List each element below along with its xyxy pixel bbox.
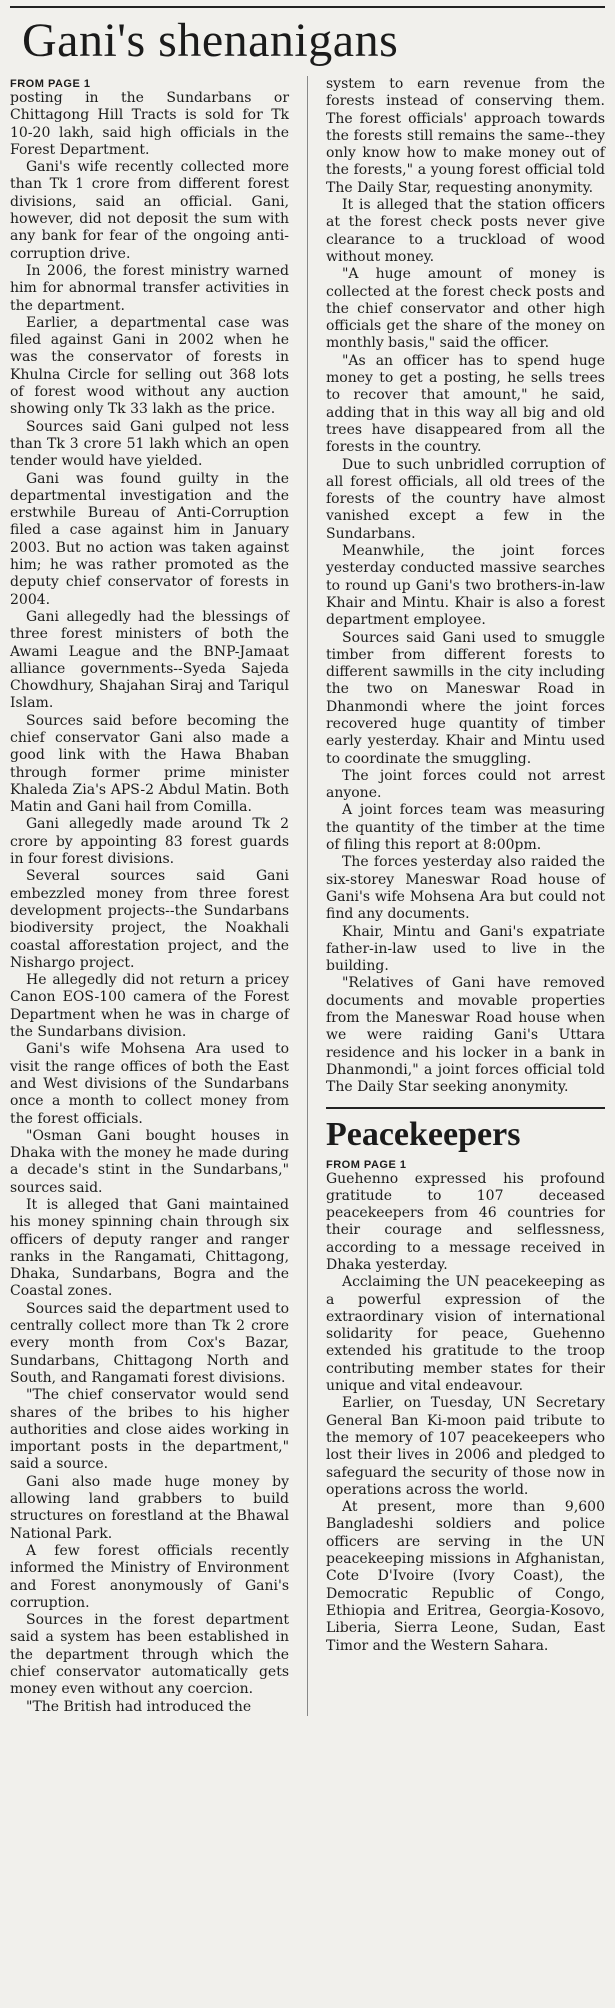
- column-divider: [307, 76, 308, 1716]
- top-rule: [10, 6, 605, 8]
- article-columns: [10, 76, 605, 1716]
- second-continued-from-label: FROM PAGE 1: [325, 1158, 407, 1171]
- second-article-headline: Peacekeepers: [326, 1107, 605, 1155]
- paragraph: Khair, Mintu and Gani's expatriate father-in-law used to live in the building.: [325, 923, 605, 975]
- paragraph: Several sources said Gani embezzled money from three forest development projects--the Sundarbans biodiversity project, the Noakhali coastal afforestation project, and the Nishargo project.: [10, 868, 290, 971]
- column-right: [326, 76, 605, 1716]
- paragraph: Earlier, on Tuesday, UN Secretary General Ban Ki-moon paid tribute to the memory of 107 peacekeepers who lost their lives in 2006 and pledged to safeguard the security of those now in operations across the world.: [325, 1395, 605, 1498]
- paragraph: Gani's wife recently collected more than Tk 1 crore from different forest divisions, said an official. Gani, however, did not deposit the sum with any bank for fear of the ongoing anti-corruption drive.: [10, 159, 290, 262]
- paragraph: The forces yesterday also raided the six-storey Maneswar Road house of Gani's wife Mohsena Ara but could not find any documents.: [325, 854, 605, 923]
- paragraph: It is alleged that Gani maintained his money spinning chain through six officers of deputy ranger and ranger ranks in the Rangamati, Chittagong, Dhaka, Sundarbans, Bogra and the Coastal zones.: [10, 1197, 290, 1300]
- paragraph: Guehenno expressed his profound gratitude to 107 deceased peacekeepers from 46 countries for their courage and selflessness, according to a message received in Dhaka yesterday.: [325, 1170, 605, 1273]
- paragraph: Gani allegedly had the blessings of three forest ministers of both the Awami League and the BNP-Jamaat alliance governments--Syeda Sajeda Chowdhury, Shajahan Siraj and Tariqul Islam.: [10, 608, 290, 712]
- paragraph: A few forest officials recently informed the Ministry of Environment and Forest anonymously of Gani's corruption.: [10, 1542, 290, 1611]
- paragraph: In 2006, the forest ministry warned him for abnormal transfer activities in the department.: [10, 262, 290, 314]
- article-headline: Gani's shenanigans: [22, 14, 399, 67]
- paragraph: Sources said Gani gulped not less than Tk 3 crore 51 lakh which an open tender would have yielded.: [10, 418, 290, 470]
- paragraph: Due to such unbridled corruption of all forest officials, all old trees of the forests of the country have almost vanished except a few in the Sundarbans.: [325, 456, 605, 542]
- paragraph: At present, more than 9,600 Bangladeshi soldiers and police officers are serving in the UN peacekeeping missions in Afghanistan, Cote D'Ivoire (Ivory Coast), the Democratic Republic of Congo, Ethiopia and Eritrea, Georgia-Kosovo, Liberia, Sierra Leone, Sudan, East Timor and the Western Sahara.: [325, 1499, 605, 1654]
- paragraph: A joint forces team was measuring the quantity of the timber at the time of filing this report at 8:00pm.: [325, 802, 605, 854]
- second-article-body: [326, 1171, 605, 1655]
- paragraph: Sources said Gani used to smuggle timber from different forests to different sawmills in the city including the two on Maneswar Road in Dhanmondi where the joint forces recovered huge quantity of timber early yesterday. Khair and Mintu used to coordinate the smuggling.: [325, 629, 605, 767]
- paragraph: Gani also made huge money by allowing land grabbers to build structures on forestland at the Bhawal National Park.: [10, 1473, 290, 1542]
- paragraph: "The chief conservator would send shares of the bribes to his higher authorities and close aides working in important posts in the department," said a source.: [10, 1387, 290, 1473]
- paragraph: Sources said before becoming the chief conservator Gani also made a good link with the Hawa Bhaban through former prime minister Khaleda Zia's APS-2 Abdul Matin. Both Matin and Gani hail from Comilla.: [10, 712, 290, 816]
- column-right-body: [326, 76, 605, 1097]
- column-left-body: [10, 90, 289, 1716]
- paragraph: Sources in the forest department said a system has been established in the department through which the chief conservator automatically gets money even without any coercion.: [10, 1612, 290, 1698]
- paragraph: The joint forces could not arrest anyone.: [325, 767, 605, 802]
- paragraph: Gani allegedly made around Tk 2 crore by appointing 83 forest guards in four forest divisions.: [10, 816, 290, 868]
- paragraph: "A huge amount of money is collected at the forest check posts and the chief conservator and other high officials get the share of the money on monthly basis," said the officer.: [325, 266, 605, 352]
- paragraph: Meanwhile, the joint forces yesterday conducted massive searches to round up Gani's two brothers-in-law Khair and Mintu. Khair is also a forest department employee.: [325, 543, 605, 629]
- continued-from-label: FROM PAGE 1: [10, 78, 91, 90]
- paragraph: Gani was found guilty in the departmental investigation and the erstwhile Bureau of Anti-Corruption filed a case against him in January 2003. But no action was taken against him; he was rather promoted as the deputy chief conservator of forests in 2004.: [10, 470, 290, 608]
- paragraph: It is alleged that the station officers at the forest check posts never give clearance to a truckload of wood without money.: [325, 197, 605, 265]
- paragraph: "The British had introduced the: [26, 1698, 252, 1715]
- paragraph: Acclaiming the UN peacekeeping as a powerful expression of the extraordinary vision of international solidarity for peace, Guehenno extended his gratitude to the troop contributing member states for their unique and vital endeavour.: [325, 1274, 605, 1395]
- paragraph: Earlier, a departmental case was filed against Gani in 2002 when he was the conservator of forests in Khulna Circle for selling out 368 lots of forest wood without any auction showing only Tk 33 lakh as the price.: [10, 314, 290, 418]
- paragraph: "Relatives of Gani have removed documents and movable properties from the Maneswar Road house when we were raiding Gani's Uttara residence and his locker in a bank in Dhanmondi," a joint forces official told The Daily Star seeking anonymity.: [325, 975, 605, 1096]
- paragraph: "As an officer has to spend huge money to get a posting, he sells trees to recover that amount," he said, adding that in this way all big and old trees have disappeared from all the forests in the country.: [325, 352, 605, 456]
- paragraph: Gani's wife Mohsena Ara used to visit the range offices of both the East and West divisions of the Sundarbans once a month to collect money from the forest officials.: [10, 1041, 290, 1127]
- paragraph: He allegedly did not return a pricey Canon EOS-100 camera of the Forest Department when he was in charge of the Sundarbans division.: [10, 972, 290, 1041]
- paragraph: Sources said the department used to centrally collect more than Tk 2 crore every month from Cox's Bazar, Sundarbans, Chittagong North and South, and Rangamati forest divisions.: [10, 1300, 290, 1386]
- paragraph: "Osman Gani bought houses in Dhaka with the money he made during a decade's stint in the Sundarbans," sources said.: [10, 1127, 290, 1196]
- paragraph: system to earn revenue from the forests instead of conserving them. The forest officials' approach towards the forests still remains the same--they only know how to make money out of the forests," a young forest official told The Daily Star, requesting anonymity.: [325, 76, 605, 196]
- column-left: [10, 76, 289, 1716]
- paragraph: posting in the Sundarbans or Chittagong Hill Tracts is sold for Tk 10-20 lakh, said high officials in the Forest Department.: [10, 90, 290, 158]
